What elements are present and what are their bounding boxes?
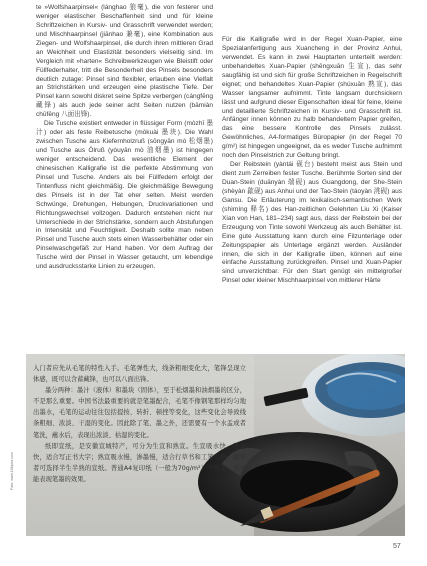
ink-stick	[263, 388, 308, 407]
text-column-left	[36, 4, 213, 272]
paragraph-ink: Die Tusche existiert entweder in flüssiger Form (mòzhī 墨汁) oder als feste Reibetusche (mòkuài 墨块). Die Wahl zwischen Tusche aus Kiefernholzruß (sōngyān mò 松烟墨) und Tusche aus Ölruß (yóuyān mò 油烟墨) ist hingegen weniger entscheidend. Das wesentliche Element der chinesischen Kalligrafie ist die perfekte Abstimmung von Pinsel und Tusche. Anders als bei Füllfedern erfolgt der Tintenfluss nicht gleichmäßig. Die gleichmäßige Bewegung des Pinsels ist in der Tat eher selten. Meist werden Schwünge, Drehungen, Hebungen, Druckvariationen und Richtungswechsel vollzogen. Dadurch entstehen nicht nur Unterschiede in der Strichstärke, sondern auch Abstufungen in Intensität und Feuchtigkeit. Deshalb sollte man neben Pinsel und Tusche auch stets einen Wasserbehälter oder ein Pinselwaschgefäß zur Hand haben. Vor dem Auftrag der Tusche wird der Pinsel in Wasser getaucht, um lebendige und ausdrucksstarke Linien zu erzeugen.	[36, 120, 213, 271]
caption-paragraph: 入门者应先从毛笔的特性入手。毛笔弹性大，线条粗细变化大，笔锋呈现立体感，既可以含蓄藏锋，也可以八面出锋。	[33, 365, 246, 384]
paragraph-paper: Für die Kalligrafie wird in der Regel Xuan-Papier, eine Spezialanfertigung aus Xuancheng in der Provinz Anhui, verwendet. Es kann in zwei Hauptarten unterteilt werden: unbehandeltes Xuan-Papier (shēngxuān 生宣), das sehr saugfähig ist und sich für große Schriftzeichen in Regelschrift eignet; und behandeltes Xuan-Papier (shúxuān 熟宣), das Wasser langsamer aufnimmt. Tinte langsam durchsickern lässt und aufgrund dieser Eigenschaften ideal für feine, kleine und detaillierte Schriftzeichen in Kursiv- und Grasschrift ist. Anfänger innen können zu halb behandeltem Papier greifen, das eine bessere Kontrolle des Pinsels zulässt. Gewöhnliches, A4-formatiges Büropapier (in der Regel 70 g/m²) ist hingegen ungeeignet, da es weder Tusche aufnimmt noch den Pinselstrich zur Geltung bringt.	[222, 36, 402, 160]
caption-paragraph: 墨分两种：墨汁（液体）和墨块（固体），至于松烟墨和油烟墨的区分，不是那么重要。中国书法最重要的就是笔墨配合，毛笔不像钢笔那样均匀地出墨水，毛笔的运动往往包括提按、转折、顿挫等变化，这些变化会导致线条粗细、浓淡、干湿的变化。因此除了笔、墨之外，还需要有一个水盂或者笔洗，蘸水后，表现出浓淡、枯湿的变化。	[33, 387, 246, 439]
paragraph-inkstone: Der Reibstein (yàntái 砚台) besteht meist aus Stein und dient zum Zerreiben fester Tusche. Berühmte Sorten sind der Duan-Stein (duānyàn 端砚) aus Guangdong, der She-Stein (shèyàn 歙砚) aus Anhui und der Tao-Stein (táoyàn 洮砚) aus Gansu. Die Erläuterung im lexikalisch-semantischen Werk (shìmíng 释名) des Han-zeitlichen Gelehrten Liu Xi (Kaiser Xian von Han, 181–234) sagt aus, dass der Reibstein bei der Erzeugung von Tinte sowohl Werkzeug als auch Behälter ist. Eine gute Ausstattung kann durch eine Filzunterlage oder Zeitungspapier als Unterlage ergänzt werden. Ausländer innen, die sich in der Kalligrafie üben, können auf eine einfache Ausstattung zurückgreifen. Pinsel und Xuan-Papier sind unverzichtbar. Für den Start genügt ein mittelgroßer Pinsel oder kleiner Mischhaarpinsel von mittlerer Härte	[222, 161, 402, 285]
page-number: 57	[393, 543, 401, 550]
photo-credit: Foto: www.168pics.com	[10, 452, 14, 490]
text-column-right	[222, 36, 402, 286]
calligraphy-tools-photo	[26, 354, 405, 536]
photo-caption	[33, 363, 246, 485]
paragraph-brushes: te »Wolfshaarpinsel« (lánghao 狼毫), die von festerer und weniger elastischer Beschaffenheit sind und für kleine Schriftzeichen in Kursiv- und Grasschrift verwendet werden; und Mischhaarpinsel (jiānhao 兼毫), eine Kombination aus Ziegen- und Wolfshaarpinsel, die durch ihren mittleren Grad an Weichheit und Elastizität besonders vielseitig sind. Im Vergleich mit »harten« Schreibwerkzeugen wie Bleistift oder Füllfederhalter, tritt die Besonderheit des Pinsels besonders deutlich zutage: Pinsel sind flexibler, erlauben eine Vielfalt an Strichstärken und erzeugen eine plastische Tiefe. Der Pinsel kann sowohl diskret seine Spitze verbergen (cángfēng 藏锋) als auch jede seiner acht Seiten nutzen (bāmiàn chūfēng 八面出锋).	[36, 4, 213, 119]
caption-paragraph: 纸即宣纸，是安徽宣城特产，可分为生宣和熟宣。生宣吸水快，渗墨快，适合写正书大字；熟宣吸水慢，渗墨慢，适合行草书和工笔小楷。初学者可选择半生半熟的宣纸。普通A4复印纸（一般为70g/m²）不吸墨，也不能表现笔墨的效果。	[33, 442, 246, 483]
